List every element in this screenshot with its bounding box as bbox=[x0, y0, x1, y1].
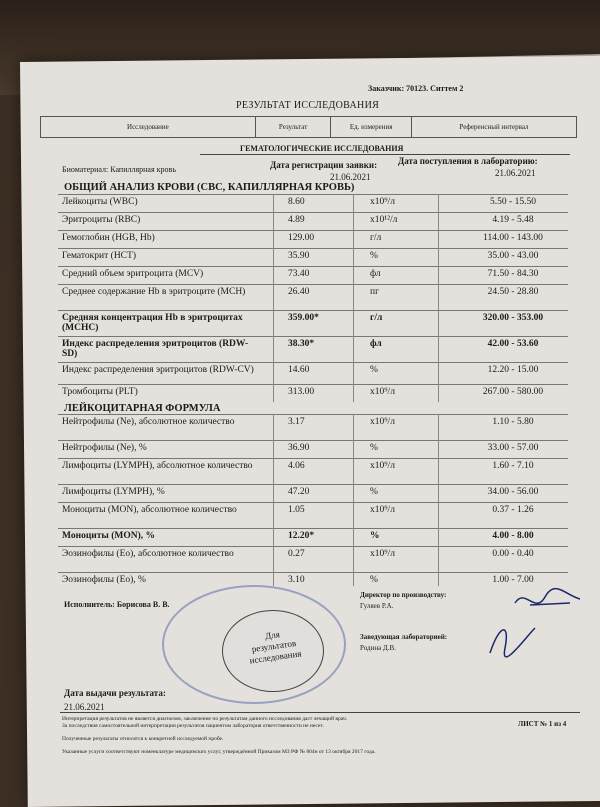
table-row bbox=[58, 546, 568, 573]
unit: фл bbox=[370, 339, 382, 349]
table-row bbox=[58, 440, 568, 459]
footnote: Указанные услуги соответствуют номенклатуре медицинских услуг, утверждённой Приказом МЗ РФ № 804н от 13 октября 2017 года. bbox=[62, 749, 376, 755]
test-name: Нейтрофилы (Ne), % bbox=[62, 443, 147, 453]
unit: г/л bbox=[370, 233, 382, 243]
test-name: Моноциты (MON), абсолютное количество bbox=[62, 505, 237, 515]
head-signature-icon bbox=[480, 618, 540, 658]
table-row bbox=[58, 484, 568, 503]
table-row bbox=[58, 458, 568, 485]
issue-date: 21.06.2021 bbox=[64, 702, 105, 712]
column-divider bbox=[273, 414, 274, 586]
document-title: РЕЗУЛЬТАТ ИССЛЕДОВАНИЯ bbox=[236, 100, 380, 111]
unit: x10⁹/л bbox=[370, 505, 395, 515]
test-name: Индекс распределения эритроцитов (RDW-CV) bbox=[62, 365, 254, 375]
result-value: 1.05 bbox=[288, 505, 305, 515]
sheet-number: ЛИСТ № 1 из 4 bbox=[518, 720, 567, 728]
table-row bbox=[58, 248, 568, 267]
reference-range: 5.50 - 15.50 bbox=[490, 197, 536, 207]
footnote: Интерпретация результатов не является диагнозом, заключение по результатам данного исследования даст лечащий врач. bbox=[62, 716, 348, 722]
column-divider bbox=[438, 194, 439, 402]
unit: % bbox=[370, 365, 378, 375]
leukocyte-results-table bbox=[58, 414, 568, 586]
table-row bbox=[58, 336, 568, 363]
test-name: Средняя концентрация Hb в эритроцитах (MCHC) bbox=[62, 313, 243, 333]
unit: % bbox=[370, 531, 380, 541]
unit: x10¹²/л bbox=[370, 215, 398, 225]
header-cell: Референсный интервал bbox=[459, 123, 529, 131]
column-divider bbox=[273, 194, 274, 402]
result-value: 36.90 bbox=[288, 443, 310, 453]
stamp-text: Для результатов исследования bbox=[248, 629, 302, 666]
header-cell: Ед. измерения bbox=[331, 117, 412, 137]
column-divider bbox=[353, 194, 354, 402]
reference-range: 35.00 - 43.00 bbox=[487, 251, 539, 261]
reference-range: 34.00 - 56.00 bbox=[487, 487, 539, 497]
registration-date: 21.06.2021 bbox=[330, 172, 371, 182]
table-row bbox=[58, 194, 568, 213]
section-leukocyte-title: ЛЕЙКОЦИТАРНАЯ ФОРМУЛА bbox=[64, 403, 221, 414]
footnote: Полученные результаты относятся к конкретной исследуемой пробе. bbox=[62, 736, 224, 742]
test-name: Эритроциты (RBC) bbox=[62, 215, 141, 225]
result-value: 38.30* bbox=[288, 339, 315, 349]
test-name: Лимфоциты (LYMPH), абсолютное количество bbox=[62, 461, 253, 471]
reference-range: 1.00 - 7.00 bbox=[492, 575, 534, 585]
director-signature-icon bbox=[510, 585, 590, 615]
test-name: Тромбоциты (PLT) bbox=[62, 387, 138, 397]
test-name: Лимфоциты (LYMPH), % bbox=[62, 487, 165, 497]
order-number: Заказчик: 70123. Ситтем 2 bbox=[368, 84, 464, 93]
table-row bbox=[58, 502, 568, 529]
reference-range: 4.00 - 8.00 bbox=[492, 531, 534, 541]
reference-range: 114.00 - 143.00 bbox=[483, 233, 543, 243]
section-cbc-title: ОБЩИЙ АНАЛИЗ КРОВИ (CBC, КАПИЛЛЯРНАЯ КРОВЬ) bbox=[64, 182, 355, 193]
unit: % bbox=[370, 251, 378, 261]
result-value: 4.89 bbox=[288, 215, 305, 225]
footnotes bbox=[62, 716, 482, 756]
header-cell: Результат bbox=[256, 117, 332, 137]
reference-range: 0.00 - 0.40 bbox=[492, 549, 534, 559]
result-value: 359.00* bbox=[288, 313, 319, 323]
table-row bbox=[58, 284, 568, 311]
result-value: 129.00 bbox=[288, 233, 315, 243]
unit: x10⁹/л bbox=[370, 197, 395, 207]
lab-date: 21.06.2021 bbox=[495, 168, 536, 178]
reference-range: 12.20 - 15.00 bbox=[487, 365, 539, 375]
test-name: Нейтрофилы (Ne), абсолютное количество bbox=[62, 417, 235, 427]
reference-range: 24.50 - 28.80 bbox=[487, 287, 539, 297]
reference-range: 42.00 - 53.60 bbox=[487, 339, 539, 349]
reference-range: 320.00 - 353.00 bbox=[482, 313, 544, 323]
test-name: Эозинофилы (Eo), абсолютное количество bbox=[62, 549, 234, 559]
head-label: Заведующая лабораторией: bbox=[360, 633, 448, 641]
test-name: Среднее содержание Hb в эритроците (MCH) bbox=[62, 287, 246, 297]
unit: x10⁹/л bbox=[370, 417, 395, 427]
unit: % bbox=[370, 443, 378, 453]
reference-range: 1.10 - 5.80 bbox=[492, 417, 534, 427]
column-divider bbox=[353, 414, 354, 586]
table-row bbox=[58, 212, 568, 231]
executor: Исполнитель: Борисова В. В. bbox=[64, 600, 170, 609]
reference-range: 267.00 - 580.00 bbox=[482, 387, 544, 397]
result-value: 0.27 bbox=[288, 549, 305, 559]
table-row bbox=[58, 362, 568, 385]
result-value: 14.60 bbox=[288, 365, 310, 375]
header-cell: Исследование bbox=[41, 117, 256, 137]
table-row bbox=[58, 528, 568, 547]
table-row bbox=[58, 266, 568, 285]
biomaterial: Биоматериал: Капиллярная кровь bbox=[62, 165, 176, 174]
test-name: Эозинофилы (Eo), % bbox=[62, 575, 146, 585]
table-header bbox=[40, 116, 577, 138]
director-label: Директор по производству: bbox=[360, 591, 447, 599]
reference-range: 4.19 - 5.48 bbox=[492, 215, 534, 225]
column-divider bbox=[438, 414, 439, 586]
reference-range: 1.60 - 7.10 bbox=[492, 461, 534, 471]
test-name: Средний объем эритроцита (MCV) bbox=[62, 269, 204, 279]
result-value: 73.40 bbox=[288, 269, 310, 279]
result-value: 12.20* bbox=[288, 531, 315, 541]
registration-label: Дата регистрации заявки: bbox=[270, 160, 378, 170]
issue-label: Дата выдачи результата: bbox=[64, 688, 166, 698]
reference-range: 71.50 - 84.30 bbox=[487, 269, 539, 279]
department-title: ГЕМАТОЛОГИЧЕСКИЕ ИССЛЕДОВАНИЯ bbox=[240, 144, 404, 153]
unit: фл bbox=[370, 269, 381, 279]
result-value: 4.06 bbox=[288, 461, 305, 471]
table-row bbox=[58, 310, 568, 337]
reference-range: 33.00 - 57.00 bbox=[487, 443, 539, 453]
table-row bbox=[58, 384, 568, 403]
result-value: 47.20 bbox=[288, 487, 310, 497]
result-value: 3.10 bbox=[288, 575, 305, 585]
divider bbox=[200, 154, 570, 155]
result-value: 8.60 bbox=[288, 197, 305, 207]
result-value: 26.40 bbox=[288, 287, 310, 297]
test-name: Гематокрит (HCT) bbox=[62, 251, 136, 261]
result-value: 313.00 bbox=[288, 387, 315, 397]
reference-range: 0.37 - 1.26 bbox=[492, 505, 534, 515]
unit: % bbox=[370, 487, 378, 497]
divider bbox=[60, 712, 580, 713]
head-name: Родина Д.В. bbox=[360, 644, 396, 652]
test-name: Моноциты (MON), % bbox=[62, 531, 156, 541]
unit: x10⁹/л bbox=[370, 387, 395, 397]
unit: x10⁹/л bbox=[370, 461, 395, 471]
unit: x10⁹/л bbox=[370, 549, 395, 559]
result-value: 3.17 bbox=[288, 417, 305, 427]
unit: г/л bbox=[370, 313, 383, 323]
lab-date-label: Дата поступления в лабораторию: bbox=[398, 156, 538, 166]
director-name: Гуляев Р.А. bbox=[360, 602, 394, 610]
footnote: За последствия самостоятельной интерпретации результатов пациентом лаборатория ответственности не несет. bbox=[62, 723, 324, 729]
test-name: Гемоглобин (HGB, Hb) bbox=[62, 233, 155, 243]
table-row bbox=[58, 414, 568, 441]
result-value: 35.90 bbox=[288, 251, 310, 261]
unit: пг bbox=[370, 287, 379, 297]
test-name: Лейкоциты (WBC) bbox=[62, 197, 138, 207]
unit: % bbox=[370, 575, 378, 585]
test-name: Индекс распределения эритроцитов (RDW-SD) bbox=[62, 339, 249, 359]
table-row bbox=[58, 572, 568, 587]
cbc-results-table bbox=[58, 194, 568, 402]
table-row bbox=[58, 230, 568, 249]
